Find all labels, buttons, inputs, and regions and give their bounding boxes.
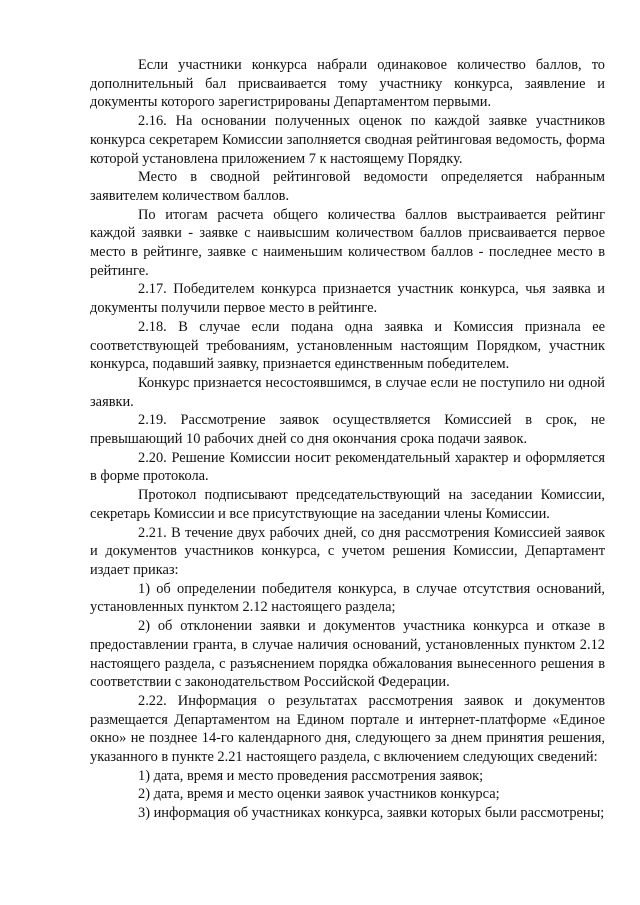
paragraph: 2.19. Рассмотрение заявок осуществляется Комиссией в срок, не превышающий 10 рабочих дней со дня окончания срока подачи заявок. [90, 412, 605, 448]
paragraph: Конкурс признается несостоявшимся, в случае если не поступило ни одной заявки. [90, 374, 605, 410]
paragraph: 1) дата, время и место проведения рассмотрения заявок; [138, 767, 484, 784]
paragraph: 3) информация об участниках конкурса, заявки которых были рассмотрены; [138, 805, 605, 822]
paragraph: 2) дата, время и место оценки заявок участников конкурса; [138, 786, 500, 803]
paragraph: 2.20. Решение Комиссии носит рекомендательный характер и оформляется в форме протокола. [90, 449, 605, 485]
paragraph: Протокол подписывают председательствующий на заседании Комиссии, секретарь Комиссии и все присутствующие на заседании члены Комиссии. [90, 487, 605, 522]
paragraph: 2.22. Информация о результатах рассмотрения заявок и документов размещается Департаментом на Едином портале и интернет-платформе «Единое окно» не позднее 14-го календарного дня, следующего за днем принятия решения, указанного в пункте 2.21 настоящего раздела, с включением следующих сведений: [90, 692, 605, 766]
paragraph: По итогам расчета общего количества баллов выстраивается рейтинг каждой заявки - заявке с наивысшим количеством баллов присваивается первое место в рейтинге, заявке с наименьшим количеством баллов - последнее место в рейтинге. [90, 206, 605, 279]
paragraph: 2.21. В течение двух рабочих дней, со дня рассмотрения Комиссией заявок и документов участников конкурса, с учетом решения Комиссии, Департамент издает приказ: [90, 524, 605, 578]
paragraph: 2.17. Победителем конкурса признается участник конкурса, чья заявка и документы получили первое место в рейтинге. [90, 281, 605, 317]
document-body [90, 56, 605, 823]
paragraph: 2.16. На основании полученных оценок по каждой заявке участников конкурса секретарем Комиссии заполняется сводная рейтинговая ведомость, форма которой установлена приложением 7 к настоящему Порядку. [90, 113, 605, 167]
paragraph: Если участники конкурса набрали одинаковое количество баллов, то дополнительный бал присваивается тому участнику конкурса, заявление и документы которого зарегистрированы Департаментом первыми. [90, 57, 605, 111]
paragraph: 2.18. В случае если подана одна заявка и Комиссия признала ее соответствующей требованиям, установленным настоящим Порядком, участник конкурса, подавший заявку, признается единственным победителем. [90, 318, 605, 373]
paragraph: Место в сводной рейтинговой ведомости определяется набранным заявителем количеством баллов. [90, 169, 605, 204]
paragraph: 2) об отклонении заявки и документов участника конкурса и отказе в предоставлении гранта, в случае наличия оснований, установленных пунктом 2.12 настоящего раздела, с разъяснением порядка обжалования вынесенного решения в соответствии с законодательством Российской Федерации. [90, 618, 605, 691]
paragraph: 1) об определении победителя конкурса, в случае отсутствия оснований, установленных пунктом 2.12 настоящего раздела; [90, 580, 605, 616]
